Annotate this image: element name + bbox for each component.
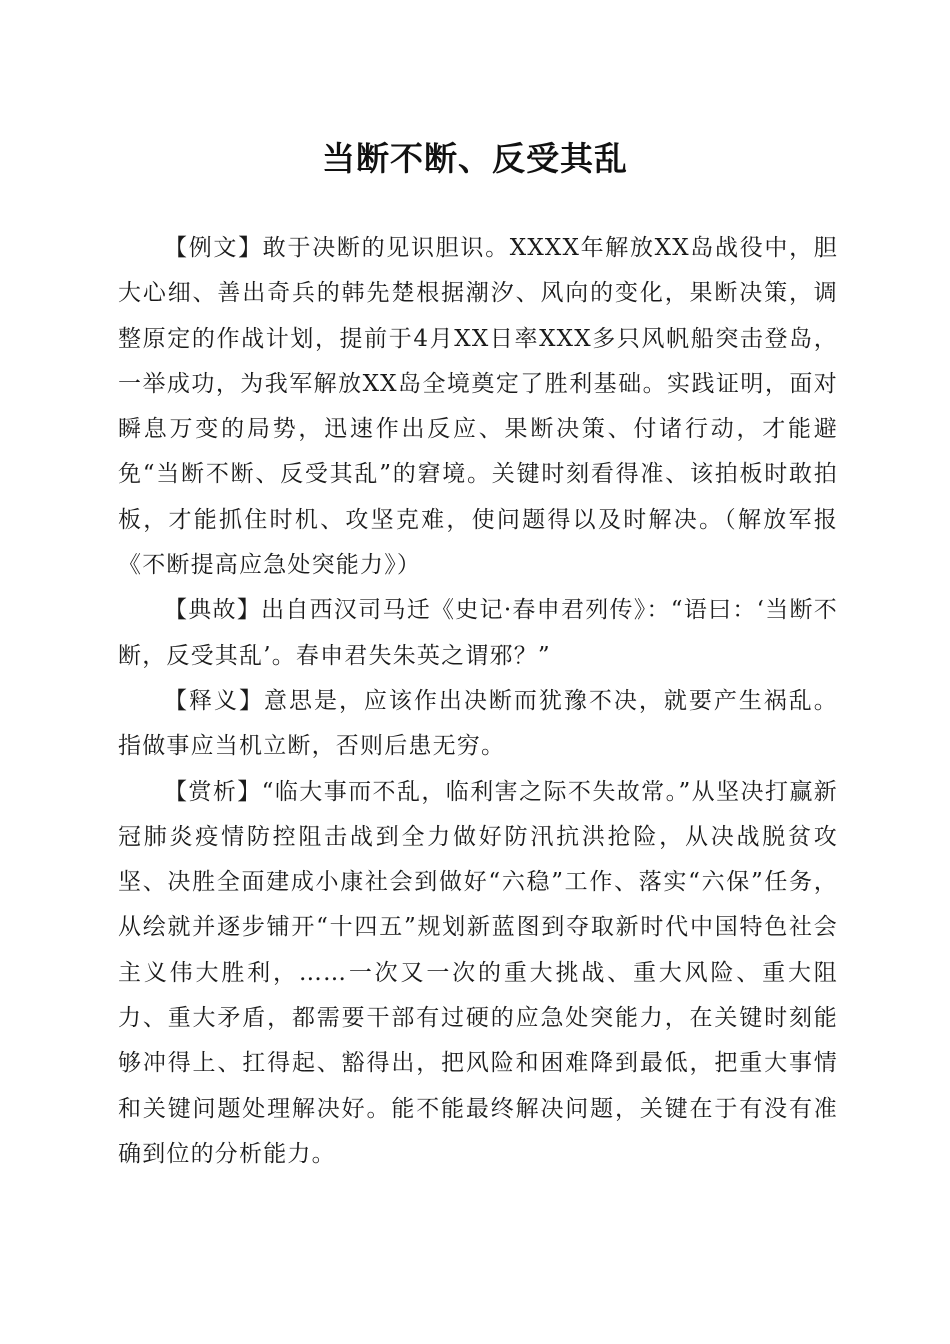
- paragraph-allusion: 【典故】出自西汉司马迁《史记·春申君列传》：“语曰：‘当断不断，反受其乱’。春申君失朱英之谓邪？”: [118, 597, 838, 669]
- paragraph-appreciation: 【赏析】“临大事而不乱，临利害之际不失故常。”从坚决打赢新冠肺炎疫情防控阻击战到全力做好防汛抗洪抢险，从决战脱贫攻坚、决胜全面建成小康社会到做好“六稳”工作、落实“六保”任务，从绘就并逐步铺开“十四五”规划新蓝图到夺取新时代中国特色社会主义伟大胜利，……一次又一次的重大挑战、重大风险、重大阻力、重大矛盾，都需要干部有过硬的应急处突能力，在关键时刻能够冲得上、扛得起、豁得出，把风险和困难降到最低，把重大事情和关键问题处理解决好。能不能最终解决问题，关键在于有没有准确到位的分析能力。: [118, 778, 838, 1167]
- document-body: [118, 226, 838, 1177]
- paragraph-interpretation: 【释义】意思是，应该作出决断而犹豫不决，就要产生祸乱。指做事应当机立断，否则后患无穷。: [118, 687, 838, 760]
- paragraph-example: 【例文】敢于决断的见识胆识。XXXX年解放XX岛战役中，胆大心细、善出奇兵的韩先楚根据潮汐、风向的变化，果断决策，调整原定的作战计划，提前于4月XX日率XXX多只风帆船突击登岛，一举成功，为我军解放XX岛全境奠定了胜利基础。实践证明，面对瞬息万变的局势，迅速作出反应、果断决策、付诸行动，才能避免“当断不断、反受其乱”的窘境。关键时刻看得准、该拍板时敢拍板，才能抓住时机、攻坚克难，使问题得以及时解决。（解放军报《不断提高应急处突能力》）: [118, 235, 838, 579]
- page-title: 当断不断、反受其乱: [322, 139, 628, 178]
